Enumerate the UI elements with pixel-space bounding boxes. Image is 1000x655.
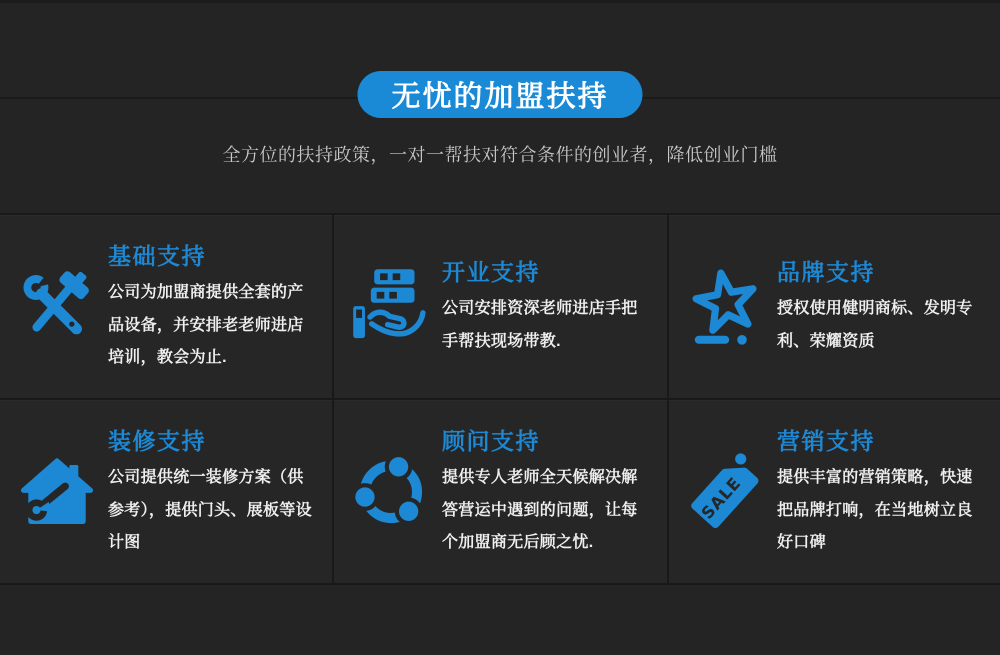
card-body: 公司提供统一装修方案（供参考），提供门头、展板等设计图	[108, 468, 312, 552]
card-basic-support	[0, 215, 332, 398]
card-title: 基础支持	[108, 242, 206, 269]
card-content	[108, 423, 318, 560]
card-content	[777, 423, 986, 560]
card-opening-support	[334, 215, 667, 398]
support-grid	[0, 213, 1000, 585]
top-divider	[0, 0, 1000, 3]
card-content	[442, 254, 653, 359]
sale-tag-label: SALE	[697, 472, 745, 523]
section-title: 无忧的加盟扶持	[391, 81, 609, 113]
tools-icon	[12, 265, 102, 349]
card-consultant-support	[334, 400, 667, 583]
card-title: 装修支持	[108, 427, 206, 454]
hand-goods-icon	[346, 262, 436, 352]
section-title-pill	[357, 71, 642, 118]
card-content	[108, 238, 318, 375]
card-body: 公司安排资深老师进店手把手帮扶现场带教.	[442, 300, 638, 350]
card-decoration-support	[0, 400, 332, 583]
card-title: 顾问支持	[442, 427, 540, 454]
card-brand-support	[669, 215, 1000, 398]
star-icon	[681, 264, 771, 350]
network-icon	[346, 447, 436, 537]
section-subtitle: 全方位的扶持政策，一对一帮扶对符合条件的创业者，降低创业门槛	[222, 145, 778, 165]
card-title: 营销支持	[777, 427, 875, 454]
card-body: 提供丰富的营销策略，快速把品牌打响，在当地树立良好口碑	[777, 468, 973, 552]
house-wrench-icon	[12, 448, 102, 536]
card-marketing-support	[669, 400, 1000, 583]
card-body: 提供专人老师全天候解决解答营运中遇到的问题，让每个加盟商无后顾之忧.	[442, 468, 638, 552]
card-title: 开业支持	[442, 259, 540, 286]
card-title: 品牌支持	[777, 259, 875, 286]
card-body: 授权使用健明商标、发明专利、荣耀资质	[777, 300, 973, 350]
card-content	[442, 423, 653, 560]
sale-tag-icon	[681, 446, 771, 538]
card-body: 公司为加盟商提供全套的产品设备，并安排老老师进店培训，教会为止.	[108, 283, 304, 367]
card-content	[777, 254, 986, 359]
